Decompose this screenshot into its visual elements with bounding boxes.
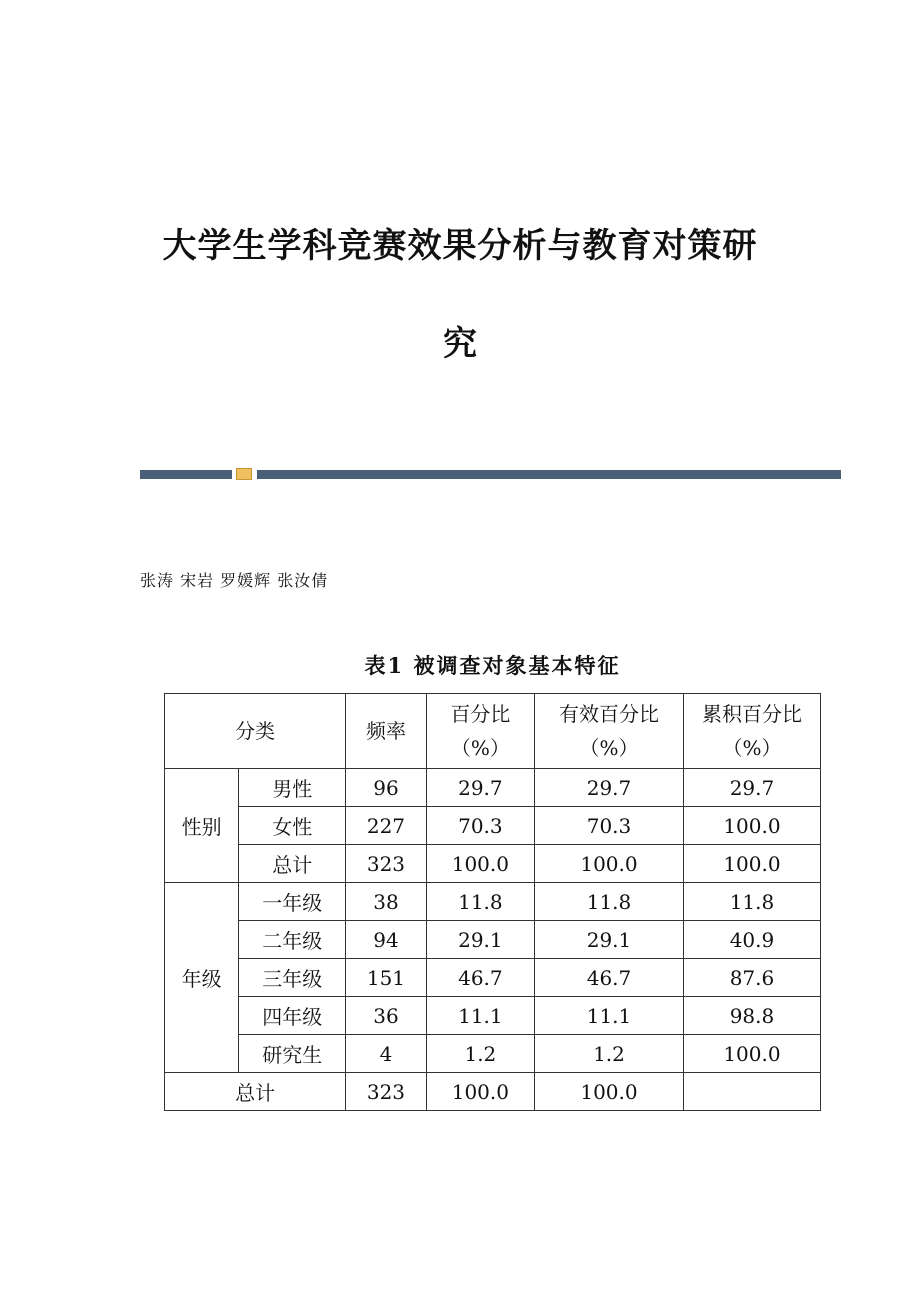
group-label-grade: 年级 (165, 883, 239, 1073)
cell-cumulative-percent: 100.0 (683, 807, 820, 845)
header-category: 分类 (165, 694, 346, 769)
cell-percent: 11.1 (426, 997, 534, 1035)
author-list: 张涛 宋岩 罗媛辉 张汝倩 (140, 571, 329, 590)
cell-valid-percent: 46.7 (535, 959, 684, 997)
row-label: 研究生 (239, 1035, 346, 1073)
row-label: 男性 (239, 769, 346, 807)
document-title-line-1: 大学生学科竞赛效果分析与教育对策研 (162, 226, 758, 266)
title-divider-right (257, 470, 841, 479)
cell-percent: 100.0 (426, 1073, 534, 1111)
cell-percent: 29.7 (426, 769, 534, 807)
title-divider-left (140, 470, 232, 479)
cell-frequency: 151 (346, 959, 426, 997)
cell-valid-percent: 100.0 (535, 845, 684, 883)
respondent-characteristics-table (164, 693, 821, 1111)
cell-frequency: 94 (346, 921, 426, 959)
cell-frequency: 38 (346, 883, 426, 921)
cell-valid-percent: 29.7 (535, 769, 684, 807)
cell-valid-percent: 1.2 (535, 1035, 684, 1073)
row-label: 女性 (239, 807, 346, 845)
table-row (165, 921, 821, 959)
cell-percent: 70.3 (426, 807, 534, 845)
cell-frequency: 4 (346, 1035, 426, 1073)
cell-percent: 46.7 (426, 959, 534, 997)
row-label: 三年级 (239, 959, 346, 997)
header-frequency: 频率 (346, 694, 426, 769)
table-caption: 表1 被调查对象基本特征 (364, 653, 621, 678)
table-total-row (165, 1073, 821, 1111)
table-row (165, 959, 821, 997)
cell-frequency: 323 (346, 845, 426, 883)
table-row (165, 1035, 821, 1073)
group-label-gender: 性别 (165, 769, 239, 883)
cell-cumulative-percent: 87.6 (683, 959, 820, 997)
table-row (165, 845, 821, 883)
row-label: 二年级 (239, 921, 346, 959)
table-row (165, 997, 821, 1035)
row-label: 四年级 (239, 997, 346, 1035)
cell-frequency: 227 (346, 807, 426, 845)
header-cumulative-percent-label: 累积百分比 (701, 702, 802, 726)
cell-percent: 11.8 (426, 883, 534, 921)
cell-valid-percent: 70.3 (535, 807, 684, 845)
header-valid-percent (535, 694, 684, 769)
cell-valid-percent: 29.1 (535, 921, 684, 959)
cell-cumulative-percent: 29.7 (683, 769, 820, 807)
cell-cumulative-percent: 100.0 (683, 845, 820, 883)
cell-frequency: 36 (346, 997, 426, 1035)
header-valid-percent-label: 有效百分比 (558, 702, 659, 726)
cell-cumulative-percent: 100.0 (683, 1035, 820, 1073)
header-cumulative-percent (683, 694, 820, 769)
cell-percent: 1.2 (426, 1035, 534, 1073)
row-label: 总计 (239, 845, 346, 883)
table-row (165, 769, 821, 807)
cell-cumulative-percent: 98.8 (683, 997, 820, 1035)
envelope-icon (236, 468, 252, 480)
header-percent (426, 694, 534, 769)
cell-frequency: 96 (346, 769, 426, 807)
header-percent-unit: （%） (450, 736, 510, 760)
table-header-row (165, 694, 821, 769)
cell-valid-percent: 11.8 (535, 883, 684, 921)
header-valid-percent-unit: （%） (579, 736, 639, 760)
cell-valid-percent: 11.1 (535, 997, 684, 1035)
table-row (165, 883, 821, 921)
header-percent-label: 百分比 (450, 702, 511, 726)
cell-cumulative-percent: 11.8 (683, 883, 820, 921)
document-title-line-2: 究 (443, 324, 477, 364)
cell-percent: 29.1 (426, 921, 534, 959)
table-row (165, 807, 821, 845)
cell-cumulative-percent: 40.9 (683, 921, 820, 959)
cell-valid-percent: 100.0 (535, 1073, 684, 1111)
cell-percent: 100.0 (426, 845, 534, 883)
header-cumulative-percent-unit: （%） (722, 736, 782, 760)
row-label: 一年级 (239, 883, 346, 921)
cell-frequency: 323 (346, 1073, 426, 1111)
cell-cumulative-percent (683, 1073, 820, 1111)
total-label: 总计 (165, 1073, 346, 1111)
